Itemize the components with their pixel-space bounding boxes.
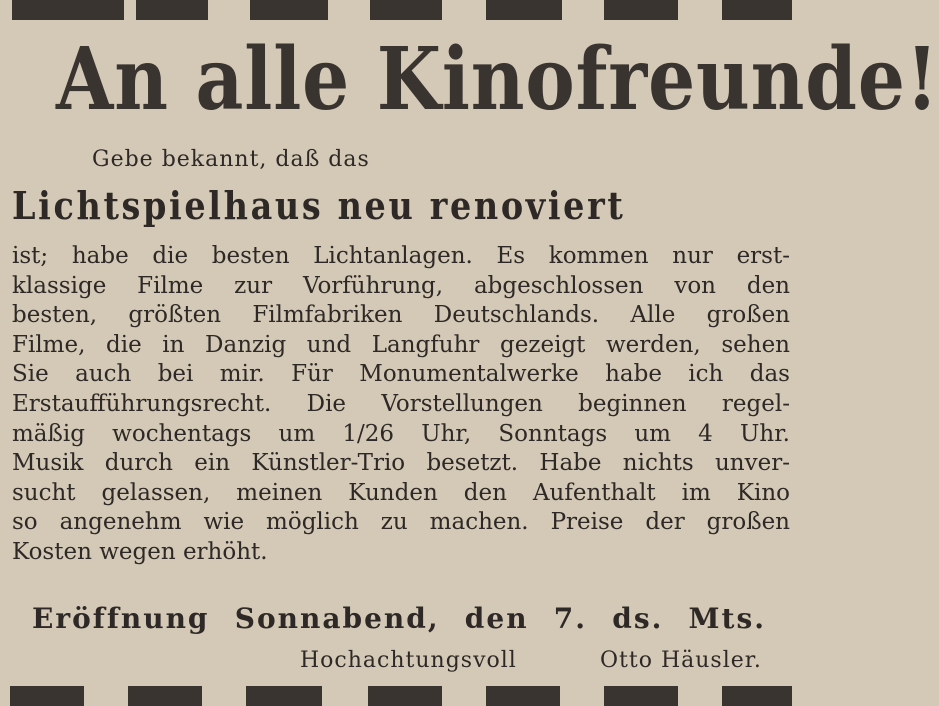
intro-text: Gebe bekannt, daß das <box>92 147 370 172</box>
border-block <box>10 686 84 706</box>
bottom-border <box>0 686 800 706</box>
body-text <box>12 242 790 568</box>
border-block <box>12 0 124 20</box>
border-block <box>604 0 678 20</box>
body-line: sucht gelassen, meinen Kunden den Aufenthalt im Kino <box>12 479 790 506</box>
body-line: ist; habe die besten Lichtanlagen. Es kommen nur erst- <box>12 243 790 269</box>
border-block <box>722 686 792 706</box>
subheadline: Lichtspielhaus neu renoviert <box>12 183 626 228</box>
opening-date: Eröffnung Sonnabend, den 7. ds. Mts. <box>32 602 766 635</box>
top-border <box>0 0 800 20</box>
border-block <box>136 0 208 20</box>
border-block <box>486 0 562 20</box>
body-line: Kosten wegen erhöht. <box>12 538 268 565</box>
headline: An alle Kinofreunde! <box>56 29 939 130</box>
border-block <box>246 686 322 706</box>
border-block <box>722 0 792 20</box>
signature: Otto Häusler. <box>600 648 762 673</box>
border-block <box>128 686 202 706</box>
border-block <box>486 686 560 706</box>
border-block <box>250 0 328 20</box>
body-line: Filme, die in Danzig und Langfuhr gezeigt werden, sehen <box>12 331 790 358</box>
border-block <box>604 686 678 706</box>
body-line: besten, größten Filmfabriken Deutschlands. Alle großen <box>12 302 790 329</box>
body-line: Erstaufführungsrecht. Die Vorstellungen beginnen regel- <box>12 390 790 417</box>
body-line: mäßig wochentags um 1/26 Uhr, Sonntags um 4 Uhr. <box>12 420 790 447</box>
body-line: so angenehm wie möglich zu machen. Preise der großen <box>12 509 790 536</box>
greeting: Hochachtungsvoll <box>300 648 517 673</box>
body-line: klassige Filme zur Vorführung, abgeschlossen von den <box>12 272 790 299</box>
body-line: Musik durch ein Künstler-Trio besetzt. Habe nichts unver- <box>12 450 790 477</box>
border-block <box>368 686 442 706</box>
body-line: Sie auch bei mir. Für Monumentalwerke habe ich das <box>12 361 790 388</box>
border-block <box>370 0 442 20</box>
